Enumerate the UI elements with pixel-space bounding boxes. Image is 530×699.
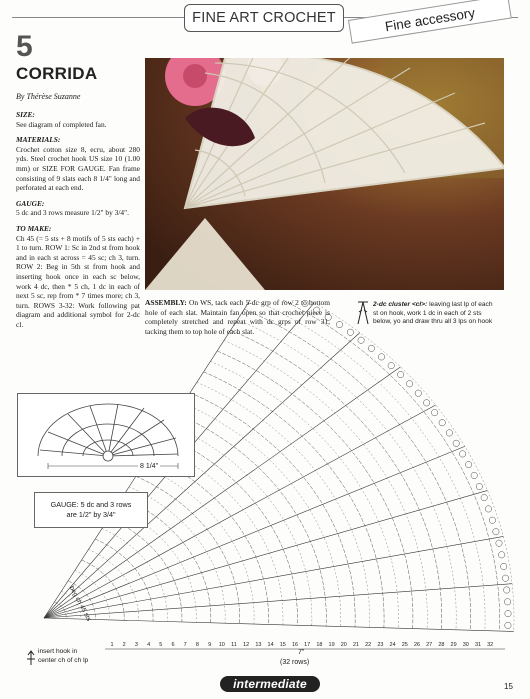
chart-row-arc bbox=[238, 320, 457, 630]
row-number-label: 15 bbox=[279, 642, 286, 648]
chart-scallop bbox=[431, 409, 437, 415]
chart-scallop bbox=[453, 440, 459, 446]
stitch-chart bbox=[0, 300, 530, 680]
size-heading: SIZE: bbox=[16, 110, 35, 119]
chart-row-arc bbox=[204, 372, 385, 628]
fan-photo-illustration bbox=[145, 58, 504, 290]
category-tag: Fine accessory bbox=[348, 0, 512, 44]
chart-scallop bbox=[504, 599, 510, 605]
author-byline: By Thérèse Suzanne bbox=[16, 92, 81, 101]
chart-row-arc bbox=[210, 361, 398, 628]
chart-row-arc bbox=[102, 529, 168, 622]
to-make-heading: TO MAKE: bbox=[16, 223, 52, 233]
completed-fan-diagram bbox=[17, 393, 195, 477]
insert-note-line2: center ch of ch lp bbox=[38, 656, 89, 664]
instructions-column bbox=[16, 110, 140, 329]
row-number-label: 29 bbox=[450, 642, 457, 648]
row-number-label: 16 bbox=[291, 642, 299, 648]
gauge-box-line1: GAUGE: 5 dc and 3 rows bbox=[50, 500, 132, 509]
row-number-label: 9 bbox=[208, 642, 212, 648]
row-number-label: 13 bbox=[255, 642, 262, 648]
size-text: See diagram of completed fan. bbox=[16, 119, 107, 129]
row-number-label: 1 bbox=[110, 642, 114, 648]
beginning-chain-label: beg ch 45 sts bbox=[67, 585, 93, 623]
row-number-label: 6 bbox=[171, 642, 175, 648]
row-number-label: 12 bbox=[243, 642, 250, 648]
chart-row-arc bbox=[197, 382, 370, 627]
chart-scallop bbox=[498, 552, 504, 558]
chart-scallop bbox=[502, 575, 508, 581]
chart-scallop bbox=[493, 529, 499, 535]
row-number-label: 3 bbox=[134, 642, 138, 648]
row-number-label: 22 bbox=[365, 642, 372, 648]
fan-outline-illustration bbox=[18, 394, 194, 476]
chart-scallop bbox=[368, 345, 374, 351]
fan-photo bbox=[145, 58, 504, 290]
row-number-label: 17 bbox=[304, 642, 311, 648]
row-number-label: 20 bbox=[340, 642, 347, 648]
insert-note-line1: insert hook in bbox=[38, 648, 78, 655]
chart-row-arc bbox=[217, 351, 413, 629]
chart-row-arc bbox=[231, 330, 442, 629]
chart-scallop bbox=[314, 307, 320, 313]
row-number-label: 27 bbox=[426, 642, 433, 648]
chart-scallop bbox=[358, 337, 364, 343]
row-number-label: 14 bbox=[267, 642, 274, 648]
gauge-box bbox=[34, 492, 148, 528]
insert-hook-note bbox=[38, 648, 88, 665]
series-title: FINE ART CROCHET bbox=[184, 4, 344, 32]
chart-row-arc bbox=[224, 340, 427, 629]
chart-row-arc bbox=[109, 518, 182, 622]
row-number-label: 4 bbox=[147, 642, 151, 648]
row-number-label: 7 bbox=[183, 642, 187, 648]
row-number-label: 19 bbox=[328, 642, 335, 648]
chart-scallop bbox=[501, 563, 507, 569]
chart-scallop bbox=[446, 430, 452, 436]
page-number: 15 bbox=[504, 682, 513, 691]
row-number-label: 28 bbox=[438, 642, 445, 648]
chart-scallop bbox=[423, 400, 429, 406]
pattern-number: 5 bbox=[16, 30, 33, 63]
chart-scallop bbox=[505, 610, 511, 616]
rows-count-label: (32 rows) bbox=[280, 659, 310, 666]
chart-scallop bbox=[471, 472, 477, 478]
width-label: 7" bbox=[298, 649, 305, 656]
chart-scallop bbox=[439, 420, 445, 426]
assembly-heading: ASSEMBLY: bbox=[145, 298, 187, 307]
chart-scallop bbox=[485, 506, 491, 512]
insert-hook-symbol-icon bbox=[26, 648, 36, 666]
row-number-label: 32 bbox=[487, 642, 494, 648]
chart-row-arc bbox=[244, 309, 470, 630]
materials-text: Crochet cotton size 8, ecru, about 280 yds. Steel crochet hook US size 10 (1.00 mm) or SIZE FOR GAUGE. Fan frame consisting of 9 slats each 8 1/4" long and perforated at each end. bbox=[16, 144, 140, 193]
chart-row-arc bbox=[95, 539, 153, 621]
chart-scallop bbox=[505, 622, 511, 628]
chart-row-arc bbox=[265, 300, 514, 632]
chart-scallop bbox=[496, 540, 502, 546]
row-number-label: 23 bbox=[377, 642, 384, 648]
chart-scallop bbox=[347, 329, 353, 335]
row-number-label: 18 bbox=[316, 642, 323, 648]
chart-spoke bbox=[44, 584, 512, 618]
row-number-label: 2 bbox=[122, 642, 126, 648]
row-number-label: 21 bbox=[352, 642, 360, 648]
chart-row-arc bbox=[251, 300, 485, 631]
materials-heading: MATERIALS: bbox=[16, 135, 61, 145]
chart-scallop bbox=[459, 451, 465, 457]
row-number-label: 24 bbox=[389, 642, 396, 648]
row-number-label: 25 bbox=[401, 642, 408, 648]
row-number-label: 26 bbox=[413, 642, 421, 648]
chart-scallop bbox=[397, 371, 403, 377]
chart-scallop bbox=[476, 483, 482, 489]
chart-scallop bbox=[415, 390, 421, 396]
chart-scallop bbox=[465, 461, 471, 467]
chart-scallop bbox=[378, 354, 384, 360]
row-number-label: 31 bbox=[474, 642, 482, 648]
chart-scallop bbox=[406, 381, 412, 387]
to-make-text: Ch 45 (= 5 sts + 8 motifs of 5 sts each) + 1 to turn. ROW 1: Sc in 2nd st from hook and in each st across = 45 sc; ch 3, turn. ROW 2: Beg in 5th st from hook and inserting hook once in each sc below, work 4 dc, then * 5 ch, 1 dc in each of next 5 sc, rep from * 7 times more; ch 3, turn. ROWS 3-32: Work following pat diagram and additional symbol for 2-dc cl. bbox=[16, 233, 140, 329]
gauge-box-line2: are 1/2" by 3/4" bbox=[66, 510, 116, 519]
pattern-title: CORRIDA bbox=[16, 64, 98, 83]
cluster-key-text: leaving last lp of each st on hook, work 1 dc in each of 2 sts below, yo and draw thru all 3 lps on hook bbox=[373, 301, 493, 326]
fan-dimension-label: 8 1/4" bbox=[140, 463, 159, 470]
cluster-key-heading: 2-dc cluster <cl>: bbox=[373, 301, 428, 308]
chart-spoke bbox=[44, 618, 514, 631]
row-number-label: 10 bbox=[218, 642, 225, 648]
chart-scallop bbox=[489, 517, 495, 523]
chart-scallop bbox=[302, 300, 308, 306]
chart-scallop bbox=[336, 321, 342, 327]
row-number-label: 5 bbox=[159, 642, 163, 648]
chart-scallop bbox=[388, 362, 394, 368]
row-number-label: 30 bbox=[462, 642, 469, 648]
chart-scallop bbox=[481, 494, 487, 500]
difficulty-badge: intermediate bbox=[220, 676, 320, 692]
gauge-text: 5 dc and 3 rows measure 1/2" by 3/4". bbox=[16, 208, 129, 218]
assembly-text: On WS, tack each 5-dc grp of row 2 to bottom hole of each slat. Maintain fan open so that crochet piece is completely stretched and repeat with dc grps of row 31, tacking them to top hole of each slat. bbox=[145, 298, 330, 336]
chart-scallop bbox=[504, 587, 510, 593]
gauge-heading: GAUGE: bbox=[16, 198, 45, 208]
chart-row-arc bbox=[143, 466, 255, 624]
chart-scallop bbox=[325, 314, 331, 320]
chart-row-arc bbox=[258, 300, 500, 631]
row-number-label: 11 bbox=[231, 642, 237, 648]
row-number-label: 8 bbox=[195, 642, 199, 648]
chart-row-arc bbox=[183, 403, 340, 626]
